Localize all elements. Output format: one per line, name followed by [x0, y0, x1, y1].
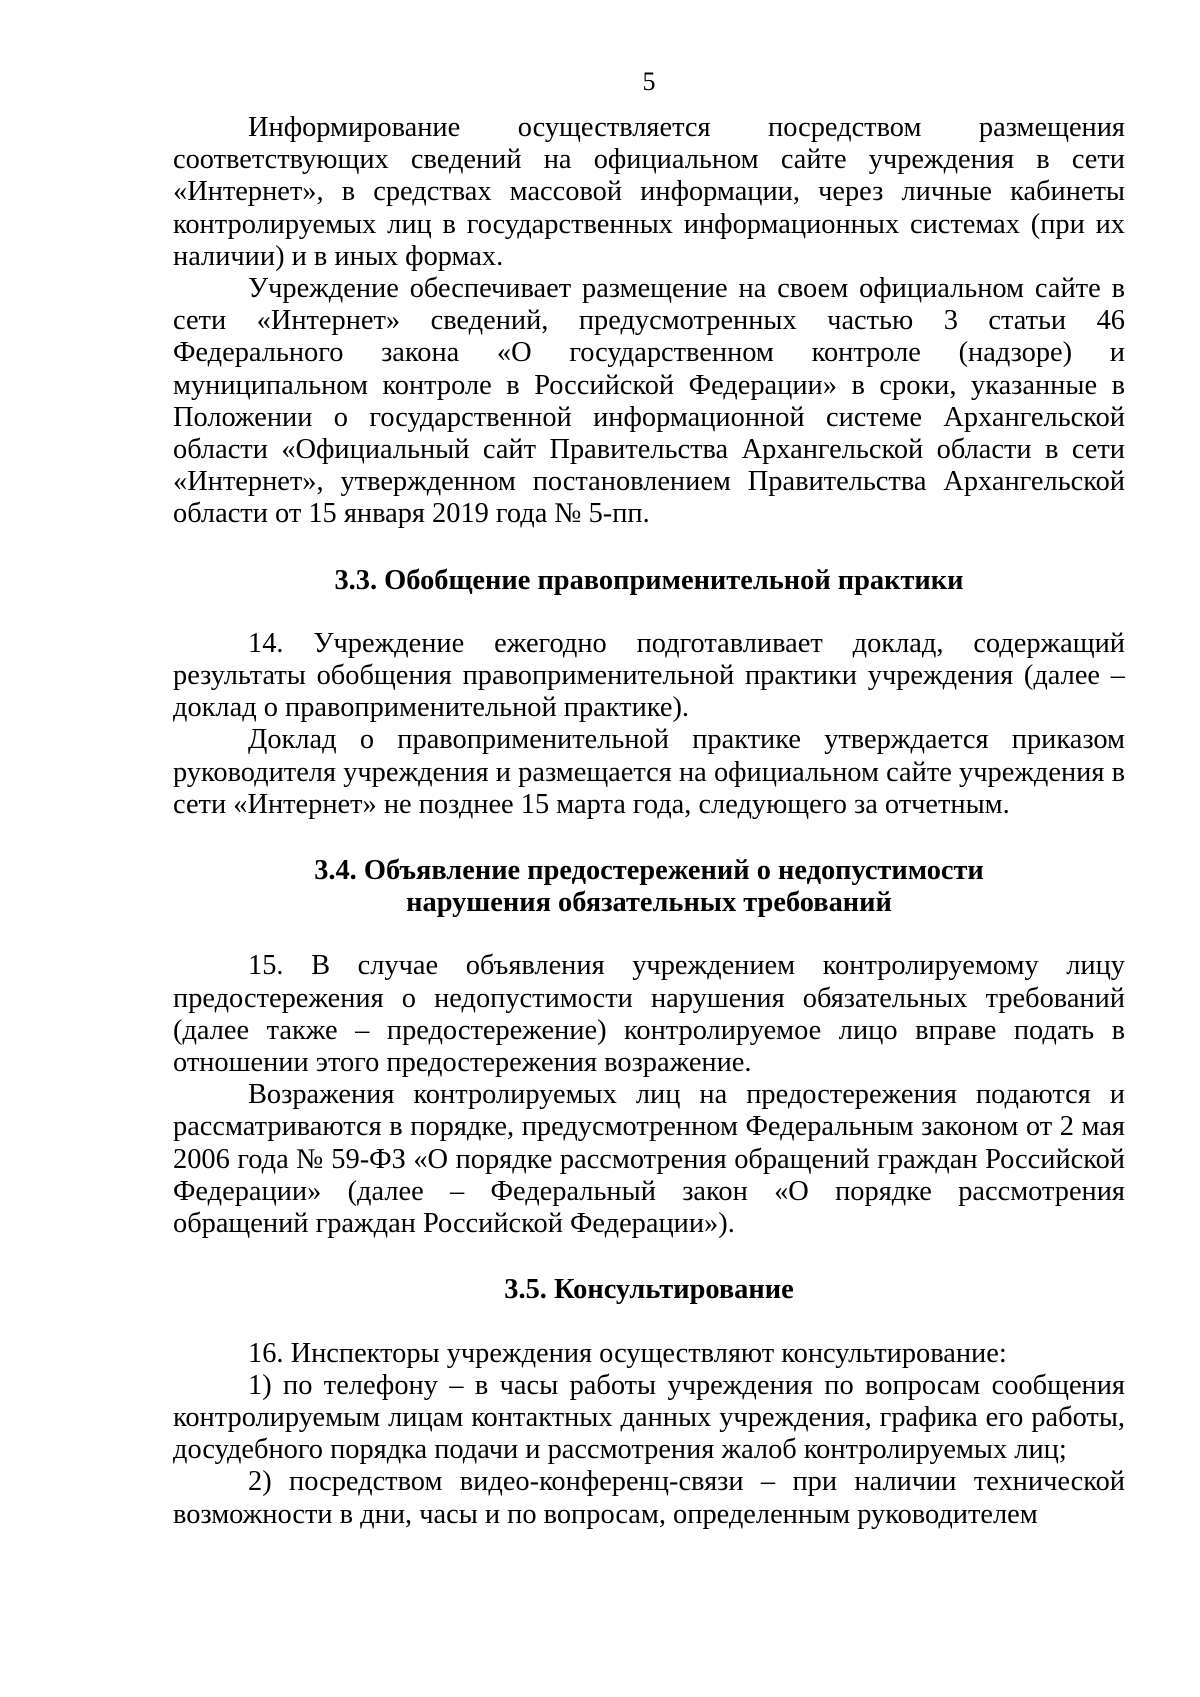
spacer: [173, 531, 1125, 565]
spacer: [173, 919, 1125, 950]
spacer: [173, 821, 1125, 855]
paragraph-16-item-1: 1) по телефону – в часы работы учреждения по вопросам сообщения контролируемым лицам контактных данных учреждения, графика его работы, досудебного порядка подачи и рассмотрения жалоб контролируемых лиц;: [173, 1369, 1125, 1466]
paragraph-16: 16. Инспекторы учреждения осуществляют консультирование:: [248, 1337, 1007, 1369]
spacer: [173, 1240, 1125, 1274]
section-heading-3-4-line-1: 3.4. Объявление предостережений о недопустимости: [314, 855, 984, 887]
spacer: [173, 1307, 1125, 1338]
paragraph-14-report: Доклад о правоприменительной практике утверждается приказом руководителя учреждения и размещается на официальном сайте учреждения в сети «Интернет» не позднее 15 марта года, следующего за отчетным.: [173, 724, 1125, 820]
section-heading-3-5: 3.5. Консультирование: [504, 1274, 794, 1306]
paragraph-14: 14. Учреждение ежегодно подготавливает доклад, содержащий результаты обобщения правоприменительной практики учреждения (далее – доклад о правоприменительной практике).: [173, 627, 1125, 724]
section-heading-3-3: 3.3. Обобщение правоприменительной практики: [334, 564, 964, 596]
section-heading-3-4-line-2: нарушения обязательных требований: [406, 887, 892, 919]
paragraph-informing: Информирование осуществляется посредством размещения соответствующих сведений на официальном сайте учреждения в сети «Интернет», в средствах массовой информации, через личные кабинеты контролируемых лиц в государственных информационных системах (при их наличии) и в иных формах.: [173, 112, 1125, 272]
page-number: 5: [642, 67, 656, 96]
paragraph-website-placement: Учреждение обеспечивает размещение на своем официальном сайте в сети «Интернет» сведений, предусмотренных частью 3 статьи 46 Федерального закона «О государственном контроле (надзоре) и муниципальном контроле в Российской Федерации» в сроки, указанные в Положении о государственной информационной системе Архангельской области «Официальный сайт Правительства Архангельской области в сети «Интернет», утвержденном постановлением Правительства Архангельской области от 15 января 2019 года № 5-пп.: [173, 273, 1125, 530]
paragraph-15-objections: Возражения контролируемых лиц на предостережения подаются и рассматриваются в порядке, предусмотренном Федеральным законом от 2 мая 2006 года № 59-ФЗ «О порядке рассмотрения обращений граждан Российской Федерации» (далее – Федеральный закон «О порядке рассмотрения обращений граждан Российской Федерации»).: [173, 1079, 1125, 1240]
paragraph-16-item-2: 2) посредством видео-конференц-связи – при наличии технической возможности в дни, часы и по вопросам, определенным руководителем: [173, 1466, 1125, 1530]
paragraph-15: 15. В случае объявления учреждением контролируемому лицу предостережения о недопустимости нарушения обязательных требований (далее также – предостережение) контролируемое лицо вправе подать в отношении этого предостережения возражение.: [173, 950, 1125, 1079]
document-body: [173, 112, 1125, 1531]
section-heading-3-4: [173, 855, 1125, 919]
spacer: [173, 597, 1125, 628]
